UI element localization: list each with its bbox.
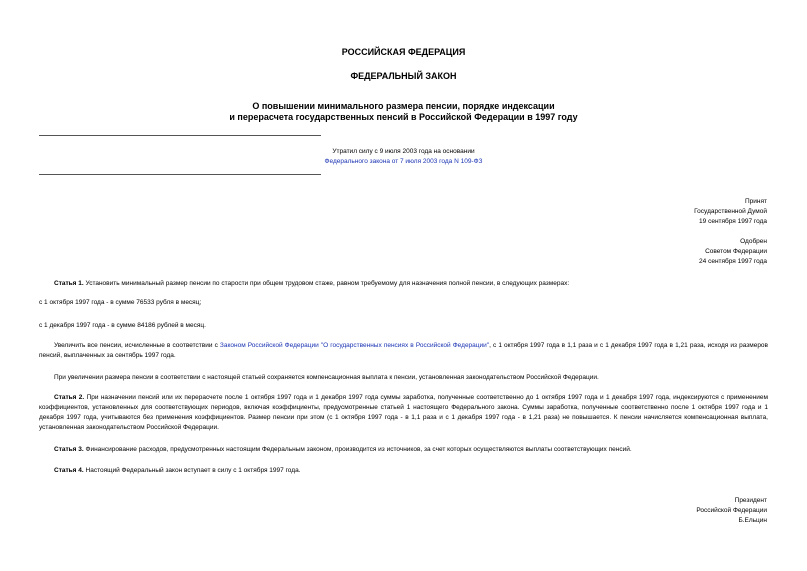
article-1-paragraph-3: При увеличении размера пенсии в соответствии с настоящей статьей сохраняется компенсационная выплата к пенсии, установленная законодательством Российской Федерации. [54,374,599,381]
article-2-text: При назначении пенсий или их перерасчете после 1 октября 1997 года и 1 декабря 1997 года суммы заработка, полученные соответственно до 1 октября 1997 года и 1 декабря 1997 года, индексируются с применением коэффициентов, установленных для соответствующих периодов, включая коэффициенты, предусмотренные статьей 1 настоящего Федерального закона. Суммы заработка, полученные соответственно после 1 октября 1997 года и 1 декабря 1997 года, учитываются без применения коэффициентов. Размер пенсии при этом (с 1 октября 1997 года - в 1,1 раза и с 1 декабря 1997 года - в 1,21 раза) не повышается. К пенсии начисляется компенсационная выплата, установленная законодательством Российской Федерации. [39,394,768,431]
signature-name: Б.Ельцин [738,517,767,524]
approval-line-2: Советом Федерации [705,248,767,255]
divider-top [39,135,321,136]
article-2-paragraph [39,393,768,433]
approval-line-1: Одобрен [740,238,767,245]
approval-block [699,237,767,267]
document-type-heading: ФЕДЕРАЛЬНЫЙ ЗАКОН [350,71,457,81]
article-1-paragraph [54,279,768,289]
country-heading: РОССИЙСКАЯ ФЕДЕРАЦИЯ [341,47,466,57]
article-1-p2-end: , с 1 октября 1997 года в 1,1 раза и с 1 декабря 1997 года в 1,21 раза, исходя из размеров пенсий, выплаченных за сентябрь 1997 года. [39,342,768,359]
repeal-status [0,147,807,167]
pension-law-link[interactable]: Законом Российской Федерации "О государственных пенсиях в Российской Федерации" [219,342,490,349]
repeal-status-text: Утратил силу с 9 июля 2003 года на основании [332,148,475,155]
signature-country: Российской Федерации [696,507,767,514]
adoption-block [694,197,767,227]
adoption-line-1: Принят [744,198,767,205]
document-title [0,101,807,123]
adoption-line-3: 19 сентября 1997 года [699,218,767,225]
adoption-line-2: Государственной Думой [694,208,767,215]
article-3-paragraph [39,445,768,455]
approval-line-3: 24 сентября 1997 года [699,258,767,265]
article-1-item-1: с 1 октября 1997 года - в сумме 76533 рубля в месяц; [39,299,202,306]
signature-block [696,496,767,526]
article-4-paragraph [39,466,768,476]
signature-title: Президент [734,497,767,504]
article-1-text: Установить минимальный размер пенсии по старости при общем трудовом стаже, равном требуемому для назначения полной пенсии, в следующих размерах: [83,280,570,287]
article-4-label: Статья 4. [54,467,84,474]
article-1-label: Статья 1. [54,280,84,287]
article-4-text: Настоящий Федеральный закон вступает в силу с 1 октября 1997 года. [83,467,301,474]
title-line-2: и перерасчета государственных пенсий в Российской Федерации в 1997 году [229,112,578,122]
divider-bottom [39,174,321,175]
article-1-p2-start: Увеличить все пенсии, исчисленные в соответствии с [54,342,220,349]
title-line-1: О повышении минимального размера пенсии, порядке индексации [252,101,555,111]
article-1-paragraph-2 [39,341,768,361]
article-3-label: Статья 3. [54,446,84,453]
article-3-text: Финансирование расходов, предусмотренных настоящим Федеральным законом, производится из источников, за счет которых осуществляются выплаты соответствующих пенсий. [83,446,632,453]
repeal-law-link[interactable]: Федерального закона от 7 июля 2003 года N 109-ФЗ [324,158,483,165]
article-2-label: Статья 2. [54,394,85,401]
article-1-item-2: с 1 декабря 1997 года - в сумме 84186 рублей в месяц. [39,322,206,329]
